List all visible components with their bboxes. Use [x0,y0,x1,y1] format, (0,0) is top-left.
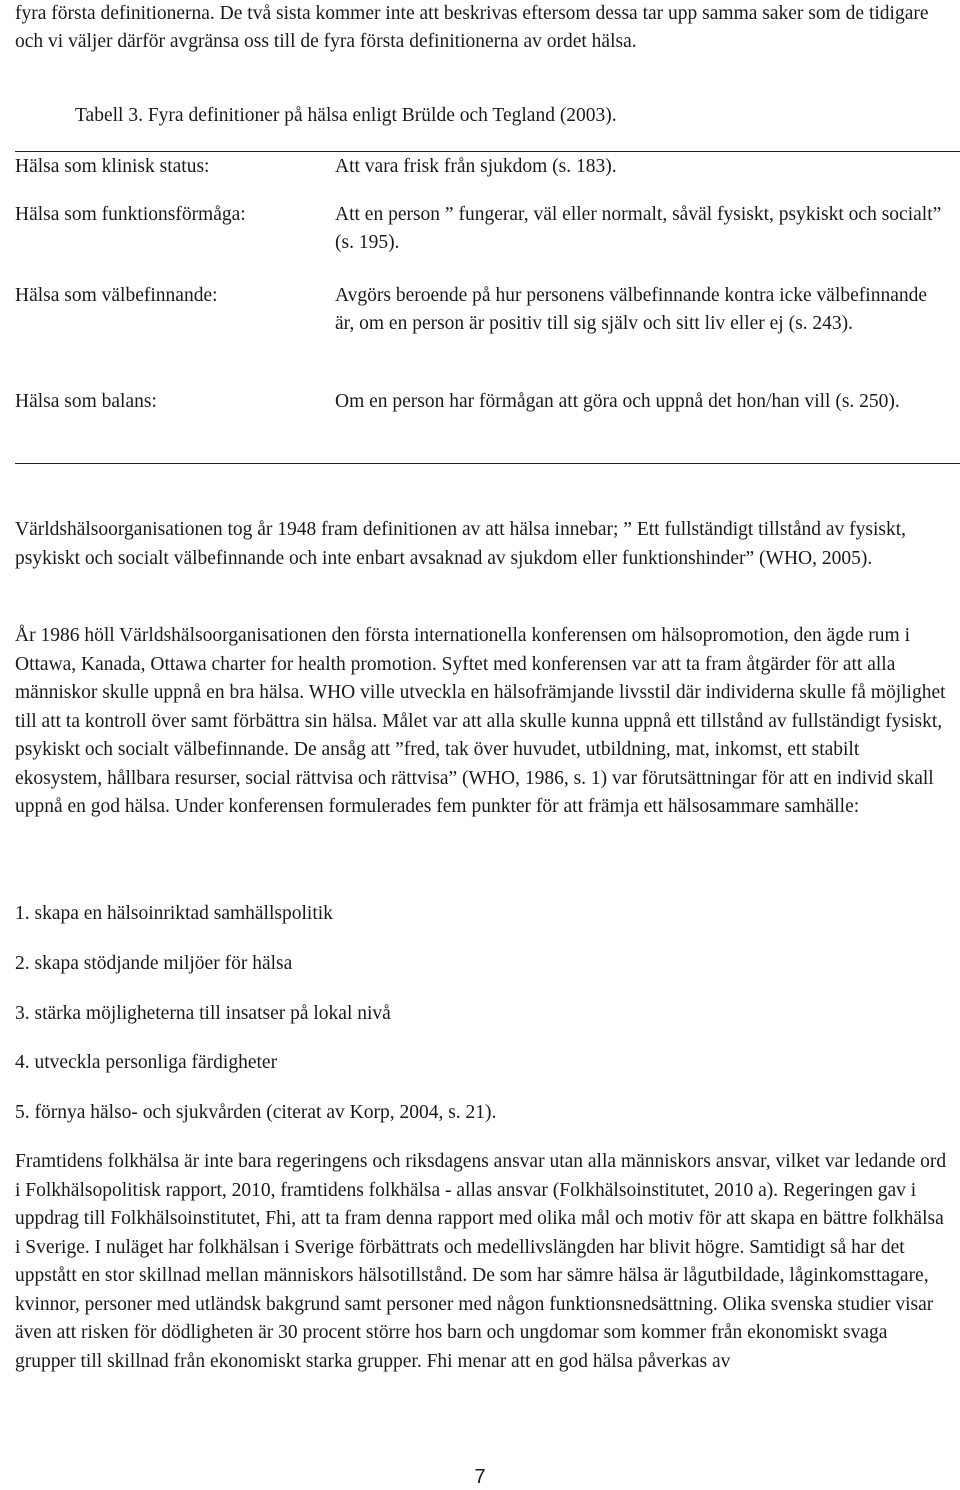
list-item: 1. skapa en hälsoinriktad samhällspolitik [15,903,333,924]
table-term: Hälsa som klinisk status: [15,156,210,177]
table-bottom-rule [15,463,960,464]
list-item: 3. stärka möjligheterna till insatser på lokal nivå [15,1003,391,1024]
table-term: Hälsa som balans: [15,391,157,412]
paragraph-ottawa-charter: År 1986 höll Världshälsoorganisationen den första internationella konferensen om hälsopromotion, den ägde rum i Ottawa, Kanada, Ottawa charter for health promotion. Syftet med konferensen var att ta fram åtgärder för att alla människor skulle uppnå en bra hälsa. WHO ville utveckla en hälsofrämjande livsstil där individerna skulle få möjlighet till att ta kontroll över samt förbättra sin hälsa. Målet var att alla skulle kunna uppnå ett tillstånd av fullständigt fysiskt, psykiskt och socialt välbefinnande. De ansåg att ”fred, tak över huvudet, utbildning, mat, inkomst, ett stabilt ekosystem, hållbara resurser, social rättvisa och rättvisa” (WHO, 1986, s. 1) var förutsättningar för att en individ skall uppnå en god hälsa. Under konferensen formulerades fem punkter för att främja ett hälsosammare samhälle: [15,625,946,817]
paragraph-who-definition: Världshälsoorganisationen tog år 1948 fram definitionen av att hälsa innebar; ” Ett fullständigt tillstånd av fysiskt, psykiskt och socialt välbefinnande och inte enbart avsaknad av sjukdom eller funktionshinder” (WHO, 2005). [15,519,907,569]
table-definition: Att vara frisk från sjukdom (s. 183). [335,156,617,177]
table-definition: Att en person ” fungerar, väl eller normalt, såväl fysiskt, psykiskt och socialt” (s. 195). [335,204,942,253]
list-item: 4. utveckla personliga färdigheter [15,1052,278,1073]
table-term: Hälsa som funktionsförmåga: [15,204,246,225]
intro-paragraph: fyra första definitionerna. De två sista kommer inte att beskrivas eftersom dessa tar upp samma saker som de tidigare och vi väljer därför avgränsa oss till de fyra första definitionerna av ordet hälsa. [15,3,929,52]
table-definition: Om en person har förmågan att göra och uppnå det hon/han vill (s. 250). [335,391,900,412]
table-caption: Tabell 3. Fyra definitioner på hälsa enligt Brülde och Tegland (2003). [75,105,617,126]
paragraph-future-public-health: Framtidens folkhälsa är inte bara regeringens och riksdagens ansvar utan alla människors ansvar, vilket var ledande ord i Folkhälsopolitisk rapport, 2010, framtidens folkhälsa - allas ansvar (Folkhälsoinstitutet, 2010 a). Regeringen gav i uppdrag till Folkhälsoinstitutet, Fhi, att ta fram denna rapport med olika mål och motiv för att skapa en bättre folkhälsa i Sverige. I nuläget har folkhälsan i Sverige förbättrats och medellivslängden har blivit högre. Samtidigt så har det uppstått en stor skillnad mellan människors hälsotillstånd. De som har sämre hälsa är lågutbildade, låginkomsttagare, kvinnor, personer med utländsk bakgrund samt personer med någon funktionsnedsättning. Olika svenska studier visar även att risken för dödligheten är 30 procent större hos barn och ungdomar som kommer från ekonomiskt svaga grupper till skillnad från ekonomiskt starka grupper. Fhi menar att en god hälsa påverkas av [15,1151,947,1372]
table-term: Hälsa som välbefinnande: [15,285,218,306]
page-number: 7 [474,1466,486,1488]
list-item: 2. skapa stödjande miljöer för hälsa [15,953,293,974]
table-definition: Avgörs beroende på hur personens välbefinnande kontra icke välbefinnande är, om en person är positiv till sig själv och sitt liv eller ej (s. 243). [335,285,927,334]
list-item: 5. förnya hälso- och sjukvården (citerat av Korp, 2004, s. 21). [15,1102,497,1123]
table-top-rule [15,151,960,152]
